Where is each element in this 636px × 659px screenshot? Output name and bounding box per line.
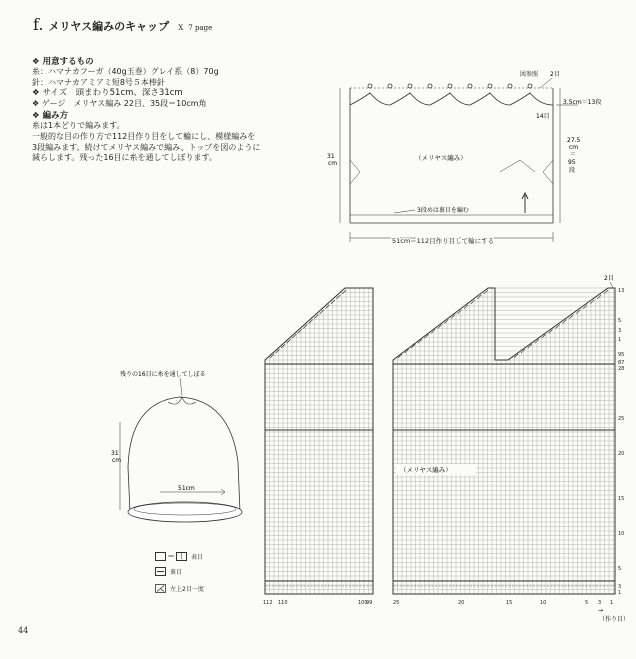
schematic-height-d: 95 — [568, 159, 576, 166]
row-tick-label: 3 — [618, 584, 622, 590]
schematic-height-e: 段 — [569, 167, 576, 174]
schematic-height-b: cm — [569, 144, 579, 151]
stitch-tick-label: 100 — [358, 600, 368, 606]
page-ref: 7 page — [188, 24, 213, 32]
schematic-31-label: 31 — [327, 153, 335, 160]
legend-purl-label: 裏目 — [170, 569, 183, 576]
chart-2sts-label: 2目 — [604, 275, 614, 282]
row-tick-label: 1 — [618, 337, 622, 343]
materials-heading: ❖ 用意するもの — [32, 57, 94, 67]
empty-square-icon — [155, 552, 166, 561]
row-tick-label: 87 — [618, 360, 625, 366]
pattern-title: メリヤス編みのキャップ — [48, 20, 170, 33]
stitch-tick-label: 5 — [585, 600, 589, 606]
schematic-width-label: 51cm＝112目作り目して輪にする — [392, 237, 495, 245]
schematic-diagram — [320, 60, 620, 255]
instructions — [32, 55, 312, 164]
schematic-fig-label: 図参照 — [520, 71, 539, 78]
schematic-stockinette-label: （メリヤス編み） — [415, 154, 467, 162]
method-line: 糸は1本どりで編みます。 — [32, 121, 125, 131]
hat-cm-label: cm — [112, 457, 122, 464]
stitch-tick-label: 3 — [598, 600, 602, 606]
schematic-14sts-label: 14目 — [536, 113, 550, 120]
stitch-tick-label: 110 — [278, 600, 288, 606]
legend-k2tog-label: 左上2目一度 — [170, 585, 204, 593]
row-tick-label: 5 — [618, 318, 622, 324]
row-tick-label: 13 — [618, 288, 625, 294]
row-tick-label: 1 — [618, 590, 622, 596]
row-tick-label: 28 — [618, 366, 625, 372]
gauge-line: ❖ ゲージ メリヤス編み 22目、35段＝10cm角 — [32, 98, 207, 108]
legend-knit-label: 表目 — [191, 553, 204, 561]
legend — [155, 549, 204, 596]
schematic-3rows-label: 3段めは裏目を編む — [417, 207, 469, 214]
row-tick-label: 25 — [618, 416, 625, 422]
stitch-tick-label: 25 — [393, 600, 400, 606]
chart-arrow: → — [598, 607, 604, 614]
page-ref-icon: Ⅹ — [178, 24, 184, 32]
purl-square-icon — [155, 567, 166, 576]
legend-knit: ＝ | 表目 — [155, 549, 204, 563]
method-line: 一般的な目の作り方で112目作り目をして輪にし、模様編みを — [32, 131, 256, 141]
stitch-tick-label: 99 — [366, 600, 373, 606]
pattern-letter: f. — [33, 15, 44, 34]
chart-stockinette-label: （メリヤス編み） — [400, 466, 452, 474]
stitch-tick-label: 20 — [458, 600, 465, 606]
schematic-2sts-label: 2目 — [550, 71, 560, 78]
schematic-height-a: 27.5 — [567, 137, 581, 144]
row-tick-label: 5 — [618, 566, 622, 572]
hat-illustration — [100, 362, 270, 532]
schematic-13rows-label: 3.5cm＝13段 — [563, 99, 602, 106]
knitting-chart — [260, 268, 632, 624]
needles-line: 針：ハマナカアミアミ短8号５本棒針 — [32, 77, 165, 87]
row-tick-label: 10 — [618, 531, 625, 537]
method-heading: ❖ 編み方 — [32, 111, 69, 122]
legend-k2tog — [155, 580, 204, 596]
hat-51-label: 51cm — [178, 485, 195, 492]
stitch-tick-label: 10 — [540, 600, 547, 606]
hat-31-label: 31 — [111, 450, 119, 457]
knit-square-icon: | — [176, 552, 187, 561]
stitch-tick-label: 15 — [506, 600, 513, 606]
stitch-tick-label: 1 — [610, 600, 614, 606]
schematic-cm-label: cm — [328, 160, 338, 167]
page-number: 44 — [18, 626, 29, 635]
schematic-height-c: ＝ — [570, 151, 577, 158]
method-line: 3段編みます。続けてメリヤス編みで編み、トップを図のように — [32, 142, 261, 152]
size-line: ❖ サイズ 頭まわり51cm、深さ31cm — [32, 88, 183, 99]
yarn-line: 糸：ハマナカフーガ（40g玉巻）グレイ系（8）70g — [32, 67, 219, 76]
chart-cast-on-label: （作り目） — [599, 616, 630, 623]
row-tick-label: 20 — [618, 451, 625, 457]
stitch-tick-label: 112 — [263, 600, 273, 606]
row-tick-label: 15 — [618, 496, 625, 502]
row-tick-label: 95 — [618, 352, 625, 358]
legend-purl — [155, 563, 204, 580]
header — [33, 15, 212, 34]
method-line: 減らします。残った16目に糸を通してしぼります。 — [32, 153, 217, 163]
hat-gather-label: 残りの16目に糸を通してしぼる — [120, 371, 206, 378]
k2tog-icon — [155, 584, 166, 593]
row-tick-label: 3 — [618, 328, 622, 334]
